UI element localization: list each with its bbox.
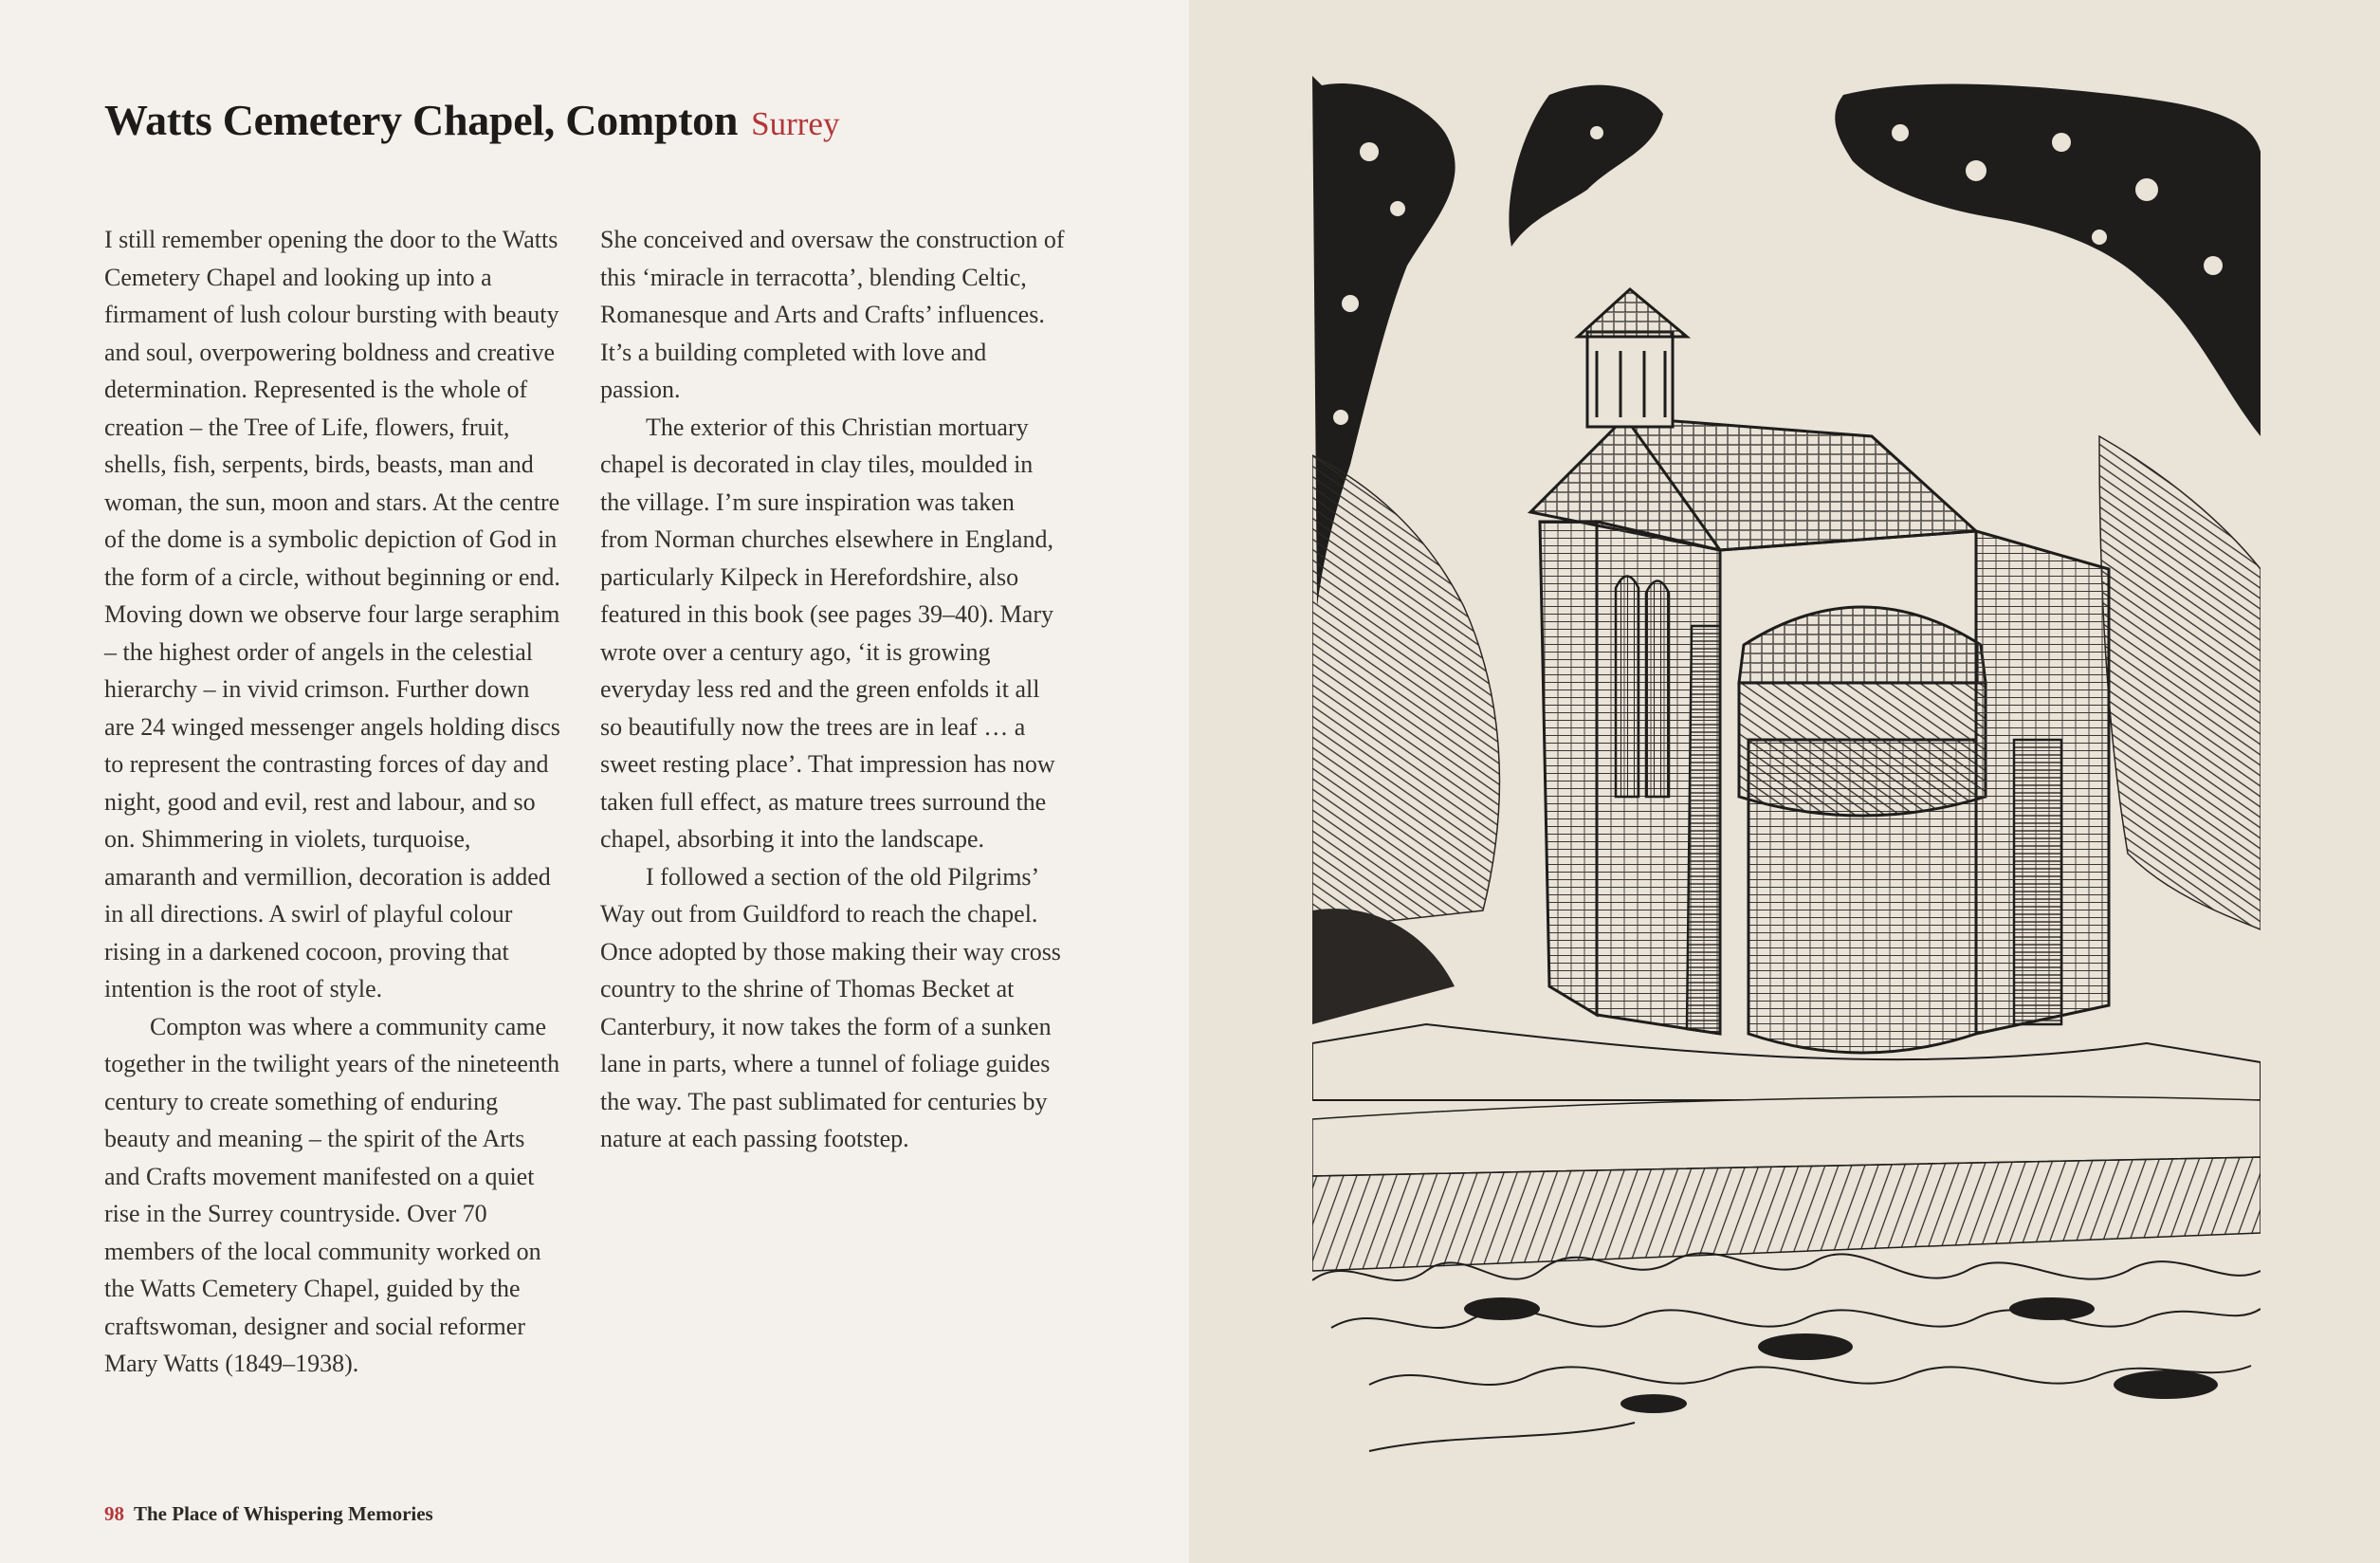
text-column-1 [104, 221, 564, 1383]
text-column-2 [600, 221, 1065, 1158]
chapter-region: Surrey [751, 105, 840, 142]
left-page [0, 0, 1189, 1563]
paragraph: I followed a section of the old Pilgrims’ Way out from Guildford to reach the chapel. Once adopted by those making their way cross country to the shrine of Thomas Becket at Canterbury, it now takes the form of a sunken lane in parts, where a tunnel of foliage guides the way. The past sublimated for centuries by nature at each passing footstep. [600, 862, 1061, 1152]
paragraph: The exterior of this Christian mortuary chapel is decorated in clay tiles, moulded in the village. I’m sure inspiration was taken from Norman churches elsewhere in England, particularly Kilpeck in Herefordshire, also featured in this book (see pages 39–40). Mary wrote over a century ago, ‘it is growing everyday less red and the green enfolds it all so beautifully now the trees are in leaf … a sweet resting place’. That impression has now taken full effect, as mature trees surround the chapel, absorbing it into the landscape. [600, 413, 1055, 853]
chapter-heading [104, 95, 839, 145]
right-page [1189, 0, 2380, 1563]
paragraph: Compton was where a community came together in the twilight years of the nineteenth century to create something of enduring beauty and meaning – the spirit of the Arts and Crafts movement manifested on a quiet rise in the Surrey countryside. Over 70 members of the local community worked on the Watts Cemetery Chapel, guided by the craftswoman, designer and social reformer Mary Watts (1849–1938). [104, 1012, 560, 1377]
paragraph: I still remember opening the door to the Watts Cemetery Chapel and looking up into a firmament of lush colour bursting with beauty and soul, overpowering boldness and creative determination. Represented is the whole of creation – the Tree of Life, flowers, fruit, shells, fish, serpents, birds, beasts, man and woman, the sun, moon and stars. At the centre of the dome is a symbolic depiction of God in the form of a circle, without beginning or end. Moving down we observe four large seraphim – the highest order of angels in the celestial hierarchy – in vivid crimson. Further down are 24 winged messenger angels holding discs to represent the contrasting forces of day and night, good and evil, rest and labour, and so on. Shimmering in violets, turquoise, amaranth and vermillion, decoration is added in all directions. A swirl of playful colour rising in a darkened cocoon, proving that intention is the root of style. [104, 226, 560, 1002]
page-footer [104, 1502, 433, 1526]
page-number: 98 [104, 1502, 124, 1525]
chapel-illustration [1312, 76, 2261, 1480]
running-title: The Place of Whispering Memories [134, 1502, 433, 1525]
chapter-title: Watts Cemetery Chapel, Compton [104, 96, 739, 144]
paragraph: She conceived and oversaw the construction of this ‘miracle in terracotta’, blending Celtic, Romanesque and Arts and Crafts’ influences. It’s a building completed with love and passion. [600, 226, 1065, 403]
